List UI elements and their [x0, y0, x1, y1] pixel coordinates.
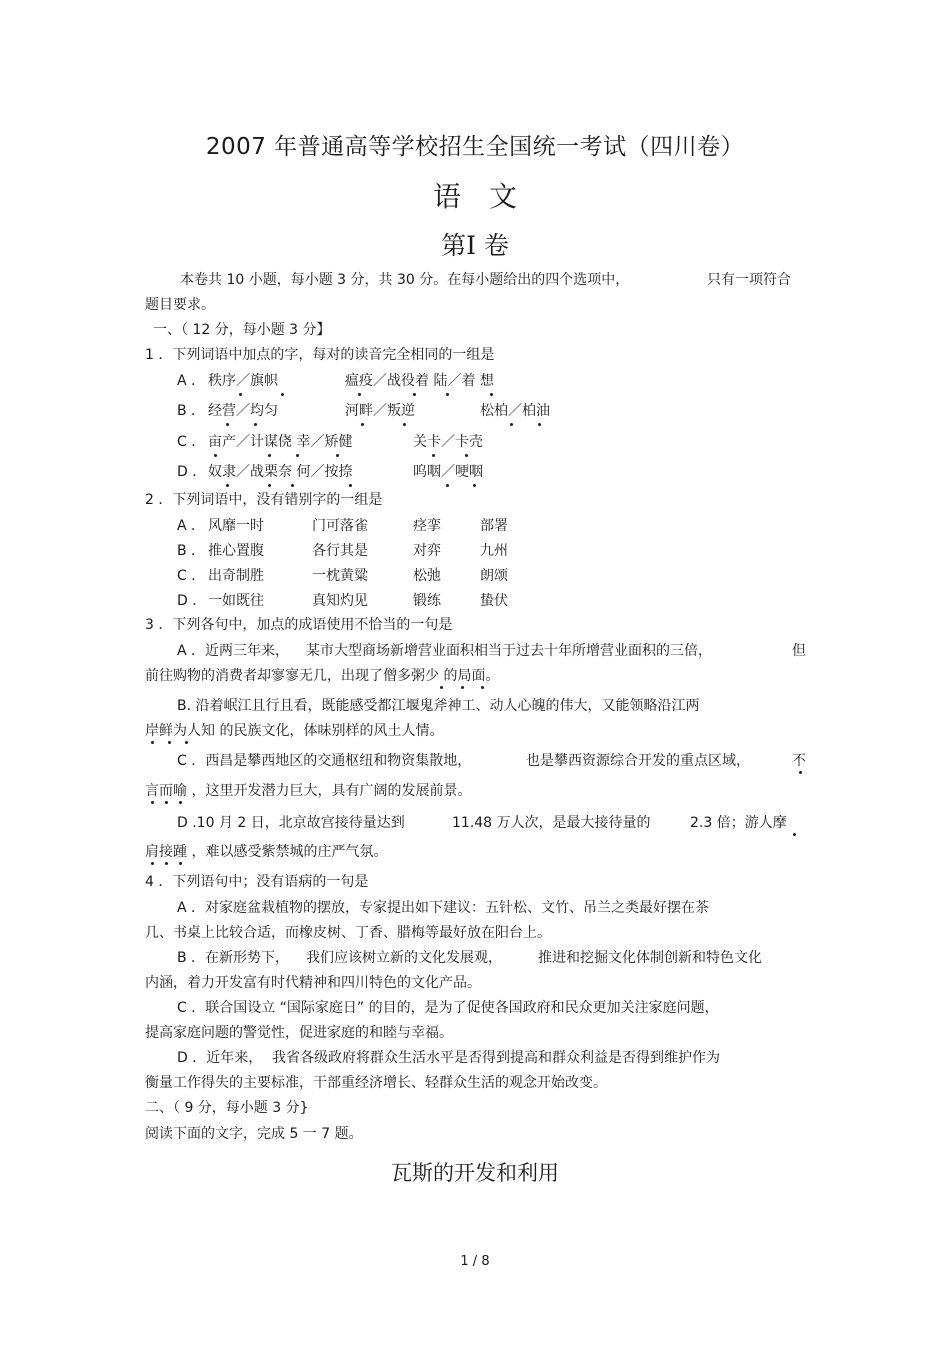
emphasis-dot — [799, 771, 802, 774]
option-text: 2.3 倍；游人摩 — [690, 815, 787, 831]
option-text: 一枕黄粱 — [312, 568, 368, 584]
option-text: 真知灼见 — [312, 593, 368, 609]
option-text: 各行其是 — [312, 543, 368, 559]
option-text: C ．联合国设立 “国际家庭日” 的目的，是为了促使各国政府和民众更加关注家庭问题， — [177, 1000, 719, 1016]
option-text: A ．近两三年来， — [177, 643, 290, 659]
intro-line: 本卷共 10 小题，每小题 3 分，共 30 分。在每小题给出的四个选项中， — [180, 272, 630, 288]
section-heading: 二、（ 9 分，每小题 3 分} — [145, 1100, 309, 1116]
emphasis-dot — [336, 454, 339, 457]
option-text: 松柏／柏油 — [480, 403, 550, 419]
page-number: 1 / 8 — [460, 1254, 490, 1269]
option-text: B ．在新形势下， — [177, 950, 290, 966]
emphasis-dot — [151, 741, 154, 744]
option-label: C ． — [177, 568, 206, 584]
option-text: 关卡／卡壳 — [413, 434, 483, 450]
exam-title: 2007 年普通高等学校招生全国统一考试（四川卷） — [205, 134, 745, 160]
option-text: 朗颂 — [480, 568, 508, 584]
option-text: 推进和挖掘文化体制创新和特色文化 — [538, 950, 762, 966]
emphasis-dot — [461, 686, 464, 689]
intro-line: 只有一项符合 — [707, 272, 791, 288]
emphasis-dot — [214, 454, 217, 457]
emphasis-dot — [268, 484, 271, 487]
option-text: 岸鲜为人知 的民族文化，体味别样的风土人情。 — [145, 723, 444, 739]
section-instruction: 阅读下面的文字，完成 5 一 7 题。 — [145, 1126, 363, 1142]
emphasis-dot — [281, 393, 284, 396]
option-label: D ． — [177, 593, 207, 609]
emphasis-dot — [490, 393, 493, 396]
emphasis-dot — [168, 741, 171, 744]
option-text: 门可落雀 — [312, 518, 368, 534]
option-text: 出奇制胜 — [208, 568, 264, 584]
option-text: 九州 — [480, 543, 508, 559]
option-text: 我省各级政府将群众生活水平是否得到提高和群众利益是否得到维护作为 — [272, 1050, 720, 1066]
option-label: B ． — [177, 403, 206, 419]
option-text: 蛰伏 — [480, 593, 508, 609]
emphasis-dot — [446, 393, 449, 396]
option-text: D .10 月 2 日，北京故宫接待量达到 — [177, 815, 405, 831]
emphasis-dot — [165, 862, 168, 865]
emphasis-dot — [481, 686, 484, 689]
option-text: 内涵，着力开发富有时代精神和四川特色的文化产品。 — [145, 975, 481, 991]
emphasis-dot — [473, 484, 476, 487]
emphasis-dot — [226, 484, 229, 487]
option-text: 但 — [792, 643, 806, 659]
question-stem: 2 ．下列词语中，没有错别字的一组是 — [145, 492, 383, 508]
volume-title: 第Ⅰ 卷 — [441, 231, 509, 260]
option-text: 瘟疫／战役着 陆／着 想 — [345, 373, 494, 389]
option-text: 一如既往 — [208, 593, 264, 609]
option-text: A ．对家庭盆栽植物的摆放，专家提出如下建议：五针松、文竹、吊兰之类最好摆在茶 — [177, 900, 710, 916]
emphasis-dot — [446, 484, 449, 487]
emphasis-dot — [239, 393, 242, 396]
option-text: 推心置腹 — [208, 543, 264, 559]
emphasis-dot — [432, 454, 435, 457]
emphasis-dot — [296, 454, 299, 457]
emphasis-dot — [291, 484, 294, 487]
emphasis-dot — [361, 423, 364, 426]
emphasis-dot — [403, 423, 406, 426]
option-text: 前往购物的消费者却寥寥无几，出现了僧多粥少 的局面。 — [145, 668, 500, 684]
option-text: 部署 — [480, 518, 508, 534]
option-text: 某市大型商场新增营业面积相当于过去十年所增营业面积的三倍， — [306, 643, 712, 659]
option-text: 秩序／旗帜 — [208, 373, 278, 389]
option-text: B. 沿着岷江且行且看，既能感受都江堰鬼斧神工、动人心魄的伟大，又能领略沿江两 — [177, 698, 700, 714]
option-text: D ．近年来， — [177, 1050, 263, 1066]
option-text: 痉挛 — [413, 518, 441, 534]
emphasis-dot — [793, 833, 796, 836]
option-text: 不 — [792, 753, 806, 769]
emphasis-dot — [179, 862, 182, 865]
emphasis-dot — [465, 454, 468, 457]
subject-title: 语 文 — [432, 180, 517, 213]
article-title: 瓦斯的开发和利用 — [391, 1161, 559, 1185]
emphasis-dot — [538, 423, 541, 426]
option-text: 经营／均匀 — [208, 403, 278, 419]
option-text: 风靡一时 — [208, 518, 264, 534]
option-text: 呜咽／哽咽 — [413, 464, 483, 480]
question-stem: 4 ．下列语句中；没有语病的一句是 — [145, 874, 369, 890]
option-text: 几、书桌上比较合适，而橡皮树、丁香、腊梅等最好放在阳台上。 — [145, 925, 551, 941]
option-label: A ． — [177, 518, 206, 534]
question-stem: 1 ．下列词语中加点的字，每对的读音完全相同的一组是 — [145, 347, 495, 363]
option-text: 言而喻 ，这里开发潜力巨大，具有广阔的发展前景。 — [145, 783, 472, 799]
emphasis-dot — [179, 801, 182, 804]
option-text: 11.48 万人次，是最大接待量的 — [452, 815, 651, 831]
section-heading: 一、（ 12 分，每小题 3 分】 — [153, 322, 331, 338]
option-label: D ． — [177, 464, 207, 480]
option-text: 河畔／叛逆 — [345, 403, 415, 419]
option-text: 奴隶／战栗奈 何／按捺 — [208, 464, 353, 480]
emphasis-dot — [226, 423, 229, 426]
option-text: 肩接踵 ，难以感受紫禁城的庄严气氛。 — [145, 844, 388, 860]
emphasis-dot — [510, 423, 513, 426]
emphasis-dot — [349, 484, 352, 487]
option-text: C ．西昌是攀西地区的交通枢纽和物资集散地， — [177, 753, 472, 769]
emphasis-dot — [165, 801, 168, 804]
emphasis-dot — [185, 741, 188, 744]
option-label: C ． — [177, 434, 206, 450]
option-text: 提高家庭问题的警觉性，促进家庭的和睦与幸福。 — [145, 1025, 453, 1041]
option-text: 也是攀西资源综合开发的重点区域， — [526, 753, 750, 769]
emphasis-dot — [151, 801, 154, 804]
intro-line: 题目要求。 — [145, 297, 215, 313]
emphasis-dot — [254, 423, 257, 426]
emphasis-dot — [413, 393, 416, 396]
option-text: 衡量工作得失的主要标准，干部重经济增长、轻群众生活的观念开始改变。 — [145, 1075, 607, 1091]
option-text: 对弈 — [413, 543, 441, 559]
option-label: A ． — [177, 373, 206, 389]
option-text: 我们应该树立新的文化发展观， — [306, 950, 502, 966]
emphasis-dot — [268, 454, 271, 457]
emphasis-dot — [358, 393, 361, 396]
option-text: 锻练 — [413, 593, 441, 609]
question-stem: 3 ．下列各句中，加点的成语使用不恰当的一句是 — [145, 617, 453, 633]
emphasis-dot — [440, 686, 443, 689]
option-text: 亩产／计谋侥 幸／矫健 — [208, 434, 353, 450]
emphasis-dot — [151, 862, 154, 865]
option-text: 松弛 — [413, 568, 441, 584]
option-label: B ． — [177, 543, 206, 559]
